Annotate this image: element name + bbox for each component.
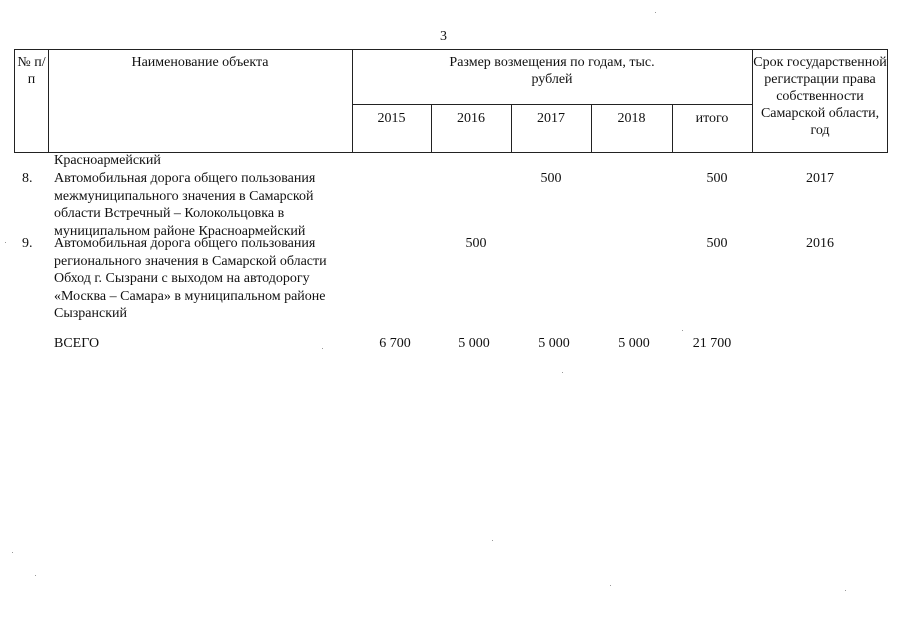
row-value-total: 500 bbox=[706, 236, 728, 251]
name-line: Сызранский bbox=[54, 306, 127, 321]
header-year-2015: 2015 bbox=[377, 111, 406, 126]
years-subheader-line bbox=[352, 104, 752, 105]
total-sum: 21 700 bbox=[692, 336, 732, 351]
page-number: 3 bbox=[440, 29, 447, 44]
name-line: межмуниципального значения в Самарской bbox=[54, 188, 314, 204]
name-line: «Москва – Самара» в муниципальном районе bbox=[54, 288, 326, 304]
total-label: ВСЕГО bbox=[54, 336, 100, 351]
total-2018: 5 000 bbox=[618, 336, 650, 351]
name-line: области Встречный – Колокольцовка в bbox=[54, 206, 285, 221]
col-border-right bbox=[887, 49, 888, 153]
total-2016: 5 000 bbox=[458, 336, 490, 351]
row-object-name bbox=[54, 170, 315, 240]
row-term: 2016 bbox=[806, 236, 834, 251]
name-line: Обход г. Сызрани с выходом на автодорогу bbox=[54, 271, 310, 286]
name-line: регионального значения в Самарской области bbox=[54, 253, 327, 269]
header-object-name: Наименование объекта bbox=[131, 55, 269, 70]
table-top-border bbox=[14, 49, 887, 50]
row-value-2017: 500 bbox=[540, 171, 562, 186]
name-line: муниципальном районе Красноармейский bbox=[54, 223, 306, 239]
col-border-name bbox=[352, 49, 353, 153]
header-year-2016: 2016 bbox=[457, 111, 485, 126]
total-2017: 5 000 bbox=[538, 336, 570, 351]
header-compensation-amount: Размер возмещения по годам, тыс. рублей bbox=[449, 55, 655, 87]
row-object-name bbox=[54, 235, 327, 323]
header-year-2017: 2017 bbox=[537, 111, 565, 126]
header-year-2018: 2018 bbox=[617, 111, 646, 126]
row-number: 9. bbox=[22, 236, 33, 251]
carry-over-text: Красноармейский bbox=[54, 153, 161, 168]
row-value-total: 500 bbox=[706, 171, 728, 186]
name-line: Автомобильная дорога общего пользования bbox=[54, 236, 316, 251]
total-2015: 6 700 bbox=[379, 336, 411, 351]
header-total: итого bbox=[695, 111, 729, 126]
row-term: 2017 bbox=[806, 171, 834, 186]
row-value-2016: 500 bbox=[465, 236, 487, 251]
header-registration-term: Срок государственной регистрации права собственности Самарской области, год bbox=[753, 55, 887, 138]
header-number: № п/п bbox=[17, 55, 46, 87]
name-line: Автомобильная дорога общего пользования bbox=[54, 171, 316, 186]
row-number: 8. bbox=[22, 171, 33, 186]
